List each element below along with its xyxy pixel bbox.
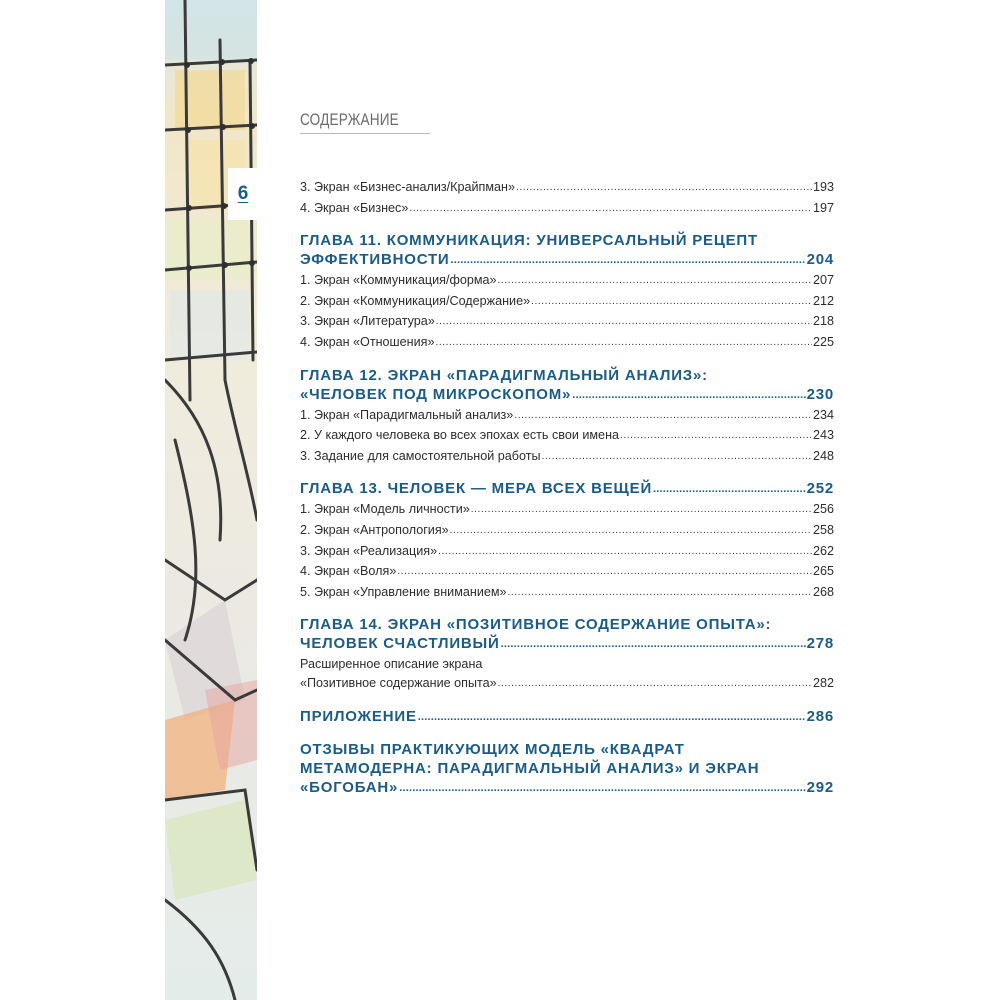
chapter-title-line[interactable]: ГЛАВА 12. ЭКРАН «ПАРАДИГМАЛЬНЫЙ АНАЛИЗ»: [300,366,708,384]
appendix [300,707,834,728]
dot-leader [409,198,812,219]
toc-entry-page: 243 [812,428,834,443]
page-number: 6 [237,183,249,204]
toc-entry-page: 197 [812,200,834,215]
dot-leader [620,425,812,446]
chapter-title-last-line[interactable] [300,634,834,655]
chapter-title-last-line[interactable] [300,250,834,271]
chapter-14 [300,615,834,694]
chapter-11 [300,231,834,353]
toc-entry[interactable] [300,562,834,583]
chapter-13 [300,479,834,603]
toc-entry-title: 3. Экран «Бизнес-анализ/Крайпман» [300,180,515,194]
toc-entry[interactable] [300,178,834,199]
toc-entry-page: 262 [812,543,834,558]
chapter-title-line[interactable]: ОТЗЫВЫ ПРАКТИКУЮЩИХ МОДЕЛЬ «КВАДРАТ [300,740,685,758]
toc-entry-page: 193 [812,180,834,194]
chapter-title: ГЛАВА 13. ЧЕЛОВЕК — МЕРА ВСЕХ ВЕЩЕЙ [300,480,653,498]
page-number-box [228,168,258,220]
dot-leader [450,520,812,541]
toc-entry[interactable] [300,426,834,447]
dot-leader [471,499,812,520]
chapter-page: 278 [806,635,834,653]
chapter-title-last-line[interactable] [300,385,834,406]
chapter-12 [300,366,834,468]
dot-leader [418,706,806,727]
toc-entry[interactable] [300,271,834,292]
extended-description-line[interactable]: Расширенное описание экрана [300,657,483,672]
header-title: СОДЕРЖАНИЕ [300,110,399,129]
toc-entry-page: 258 [812,522,834,537]
toc-entry[interactable] [300,333,834,354]
dot-leader [516,177,812,198]
toc-entry[interactable] [300,542,834,563]
dot-leader [498,673,812,694]
toc-entry-title: 4. Экран «Отношения» [300,334,435,349]
dot-leader [514,405,812,426]
dot-leader [498,270,812,291]
toc-entry-page: 218 [812,314,834,329]
toc-entry-title: 3. Экран «Литература» [300,314,435,329]
chapter-title-line[interactable]: ГЛАВА 11. КОММУНИКАЦИЯ: УНИВЕРСАЛЬНЫЙ РЕЦЕПТ [300,232,758,250]
toc-entry-title: «Позитивное содержание опыта» [300,675,497,690]
toc-entry[interactable] [300,521,834,542]
toc-entry[interactable] [300,406,834,427]
table-of-contents [300,178,834,799]
toc-entry-title: 1. Экран «Парадигмальный анализ» [300,407,514,422]
chapter-title-line[interactable]: МЕТАМОДЕРНА: ПАРАДИГМАЛЬНЫЙ АНАЛИЗ» И ЭКРАН [300,759,760,777]
abstract-drawing [165,0,257,1000]
toc-entry-title: 3. Задание для самостоятельной работы [300,448,541,463]
dot-leader [436,311,812,332]
dot-leader [531,291,812,312]
toc-entry-page: 225 [812,334,834,349]
toc-entry-title: 1. Экран «Модель личности» [300,502,470,517]
dot-leader [397,561,812,582]
toc-entry[interactable] [300,199,834,220]
toc-entry-page: 212 [812,293,834,308]
chapter-title: «БОГОБАН» [300,778,399,796]
toc-entry-page: 282 [812,675,834,690]
toc-entry[interactable] [300,674,834,695]
chapter-title: ЧЕЛОВЕК СЧАСТЛИВЫЙ [300,635,500,653]
chapter-title-last-line[interactable] [300,778,834,799]
chapter-page: 204 [806,251,834,269]
dot-leader [542,446,812,467]
chapter-title-last-line[interactable] [300,707,834,728]
page-header [300,110,430,134]
dot-leader [438,541,812,562]
toc-entry-title: 2. Экран «Коммуникация/Содержание» [300,293,531,308]
toc-entry[interactable] [300,447,834,468]
toc-entry-title: 5. Экран «Управление вниманием» [300,584,507,599]
toc-entry-page: 265 [812,564,834,579]
toc-entry-title: 3. Экран «Реализация» [300,543,438,558]
toc-entry-page: 234 [812,407,834,422]
chapter-title-last-line[interactable] [300,479,834,500]
toc-entry[interactable] [300,312,834,333]
dot-leader [572,384,805,405]
toc-entry-page: 256 [812,502,834,517]
toc-entry[interactable] [300,500,834,521]
reviews-section [300,740,834,799]
chapter-page: 286 [806,707,834,725]
chapter-title: ПРИЛОЖЕНИЕ [300,707,417,725]
dot-leader [435,332,812,353]
toc-entry-page: 268 [812,584,834,599]
toc-entry[interactable] [300,583,834,604]
toc-entry-title: 4. Экран «Воля» [300,564,397,579]
toc-entry-title: 4. Экран «Бизнес» [300,200,409,215]
chapter-page: 292 [806,778,834,796]
toc-entry-title: 2. У каждого человека во всех эпохах есть свои имена [300,428,620,443]
decorative-artwork-strip [165,0,257,1000]
chapter-title-line[interactable]: ГЛАВА 14. ЭКРАН «ПОЗИТИВНОЕ СОДЕРЖАНИЕ ОПЫТА»: [300,616,772,634]
chapter-title: ЭФФЕКТИВНОСТИ [300,251,450,269]
dot-leader [501,633,806,654]
toc-entry-page: 248 [812,448,834,463]
toc-entry[interactable] [300,292,834,313]
dot-leader [451,249,806,270]
dot-leader [399,777,805,798]
chapter-page: 230 [806,385,834,403]
toc-entry-title: 2. Экран «Антропология» [300,522,449,537]
toc-entry-title: 1. Экран «Коммуникация/форма» [300,273,497,288]
dot-leader [653,478,806,499]
chapter-title: «ЧЕЛОВЕК ПОД МИКРОСКОПОМ» [300,385,572,403]
chapter-page: 252 [806,480,834,498]
dot-leader [508,582,812,603]
toc-entry-page: 207 [812,273,834,288]
